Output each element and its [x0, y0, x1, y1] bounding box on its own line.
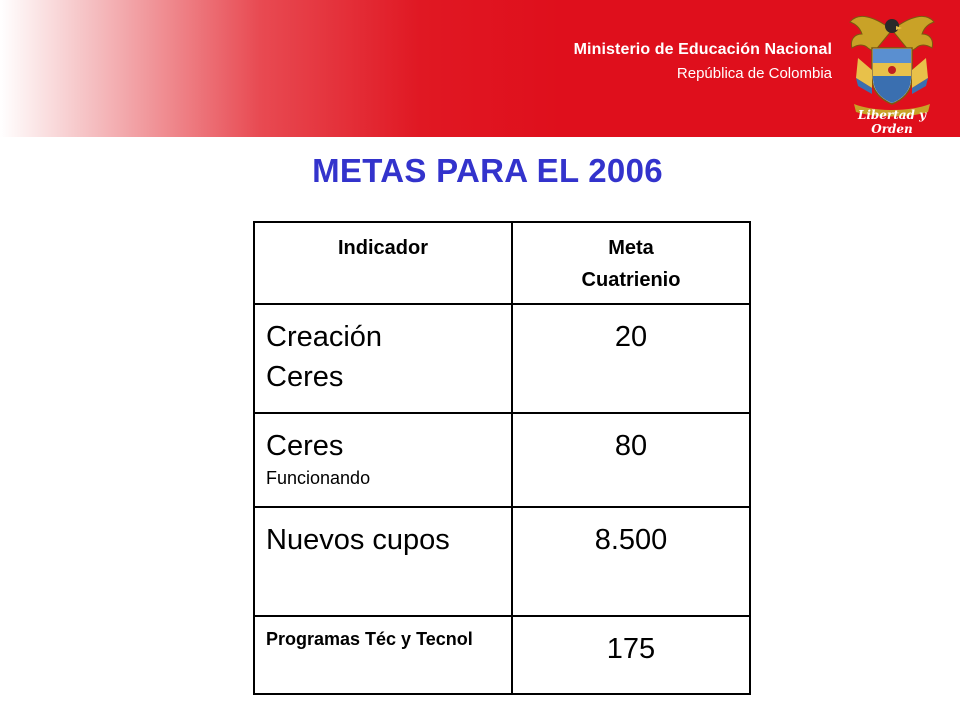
table-header-row [254, 222, 750, 304]
ministry-name: Ministerio de Educación Nacional [573, 41, 832, 58]
row-value-text: 175 [606, 633, 656, 665]
table-row [254, 616, 750, 694]
header-meta-label: Meta Cuatrienio [581, 237, 681, 291]
table-row [254, 413, 750, 507]
row-label-text: Programas Téc y Tecnol [266, 629, 473, 649]
row-label-text: Creación Ceres [266, 321, 383, 393]
row-value [512, 507, 750, 616]
motto: Libertad y Orden [857, 108, 927, 136]
row-label [254, 616, 512, 694]
row-value-text: 8.500 [594, 524, 668, 556]
row-value [512, 616, 750, 694]
row-sublabel-text: Funcionando [266, 468, 371, 488]
row-value-text: 20 [614, 321, 648, 353]
goals-table [253, 221, 751, 695]
row-value [512, 413, 750, 507]
table-row [254, 304, 750, 413]
row-label-text: Nuevos cupos [266, 524, 450, 556]
row-label [254, 304, 512, 413]
page-title: METAS PARA EL 2006 [312, 152, 663, 189]
ministry-block [574, 41, 832, 82]
row-label [254, 507, 512, 616]
header-indicador: Indicador [254, 222, 512, 304]
header-banner [0, 0, 960, 137]
row-value [512, 304, 750, 413]
table-row [254, 507, 750, 616]
row-label [254, 413, 512, 507]
country-name: República de Colombia [676, 65, 832, 82]
row-value-text: 80 [614, 430, 648, 462]
header-meta [512, 222, 750, 304]
row-label-text: Ceres [266, 430, 344, 462]
